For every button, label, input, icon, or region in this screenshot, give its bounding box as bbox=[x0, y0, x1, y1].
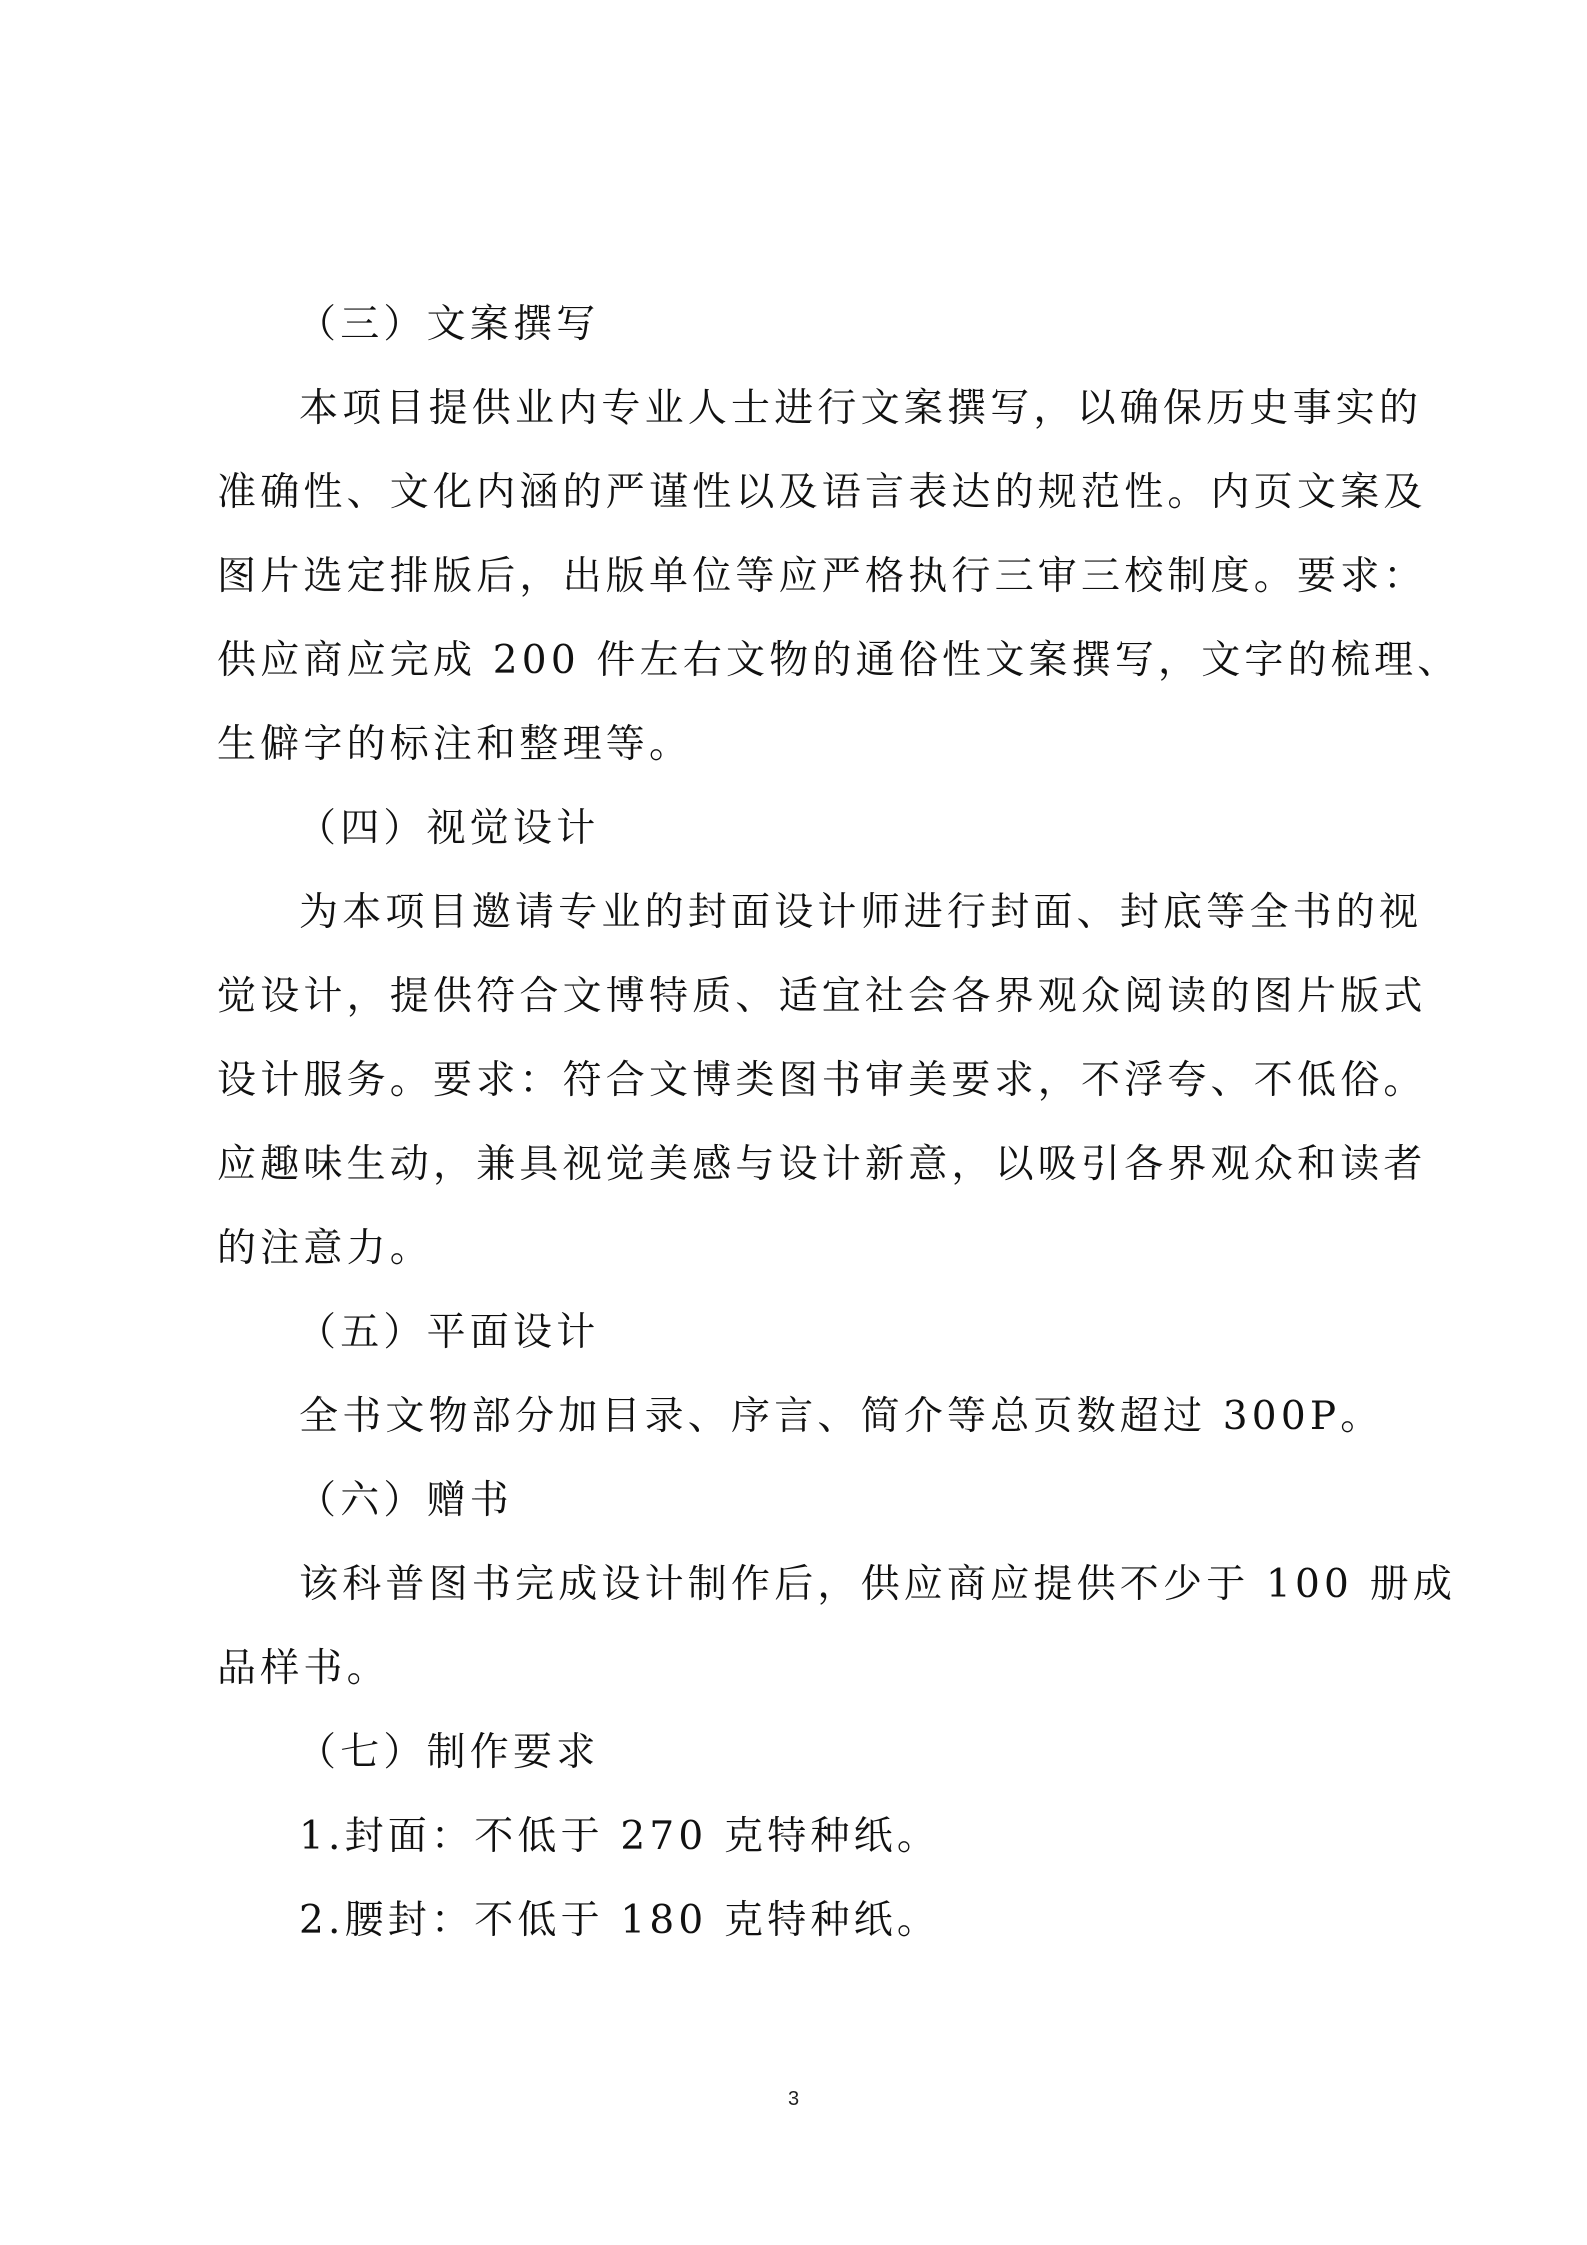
copywriting-line-2: 准确性、文化内涵的严谨性以及语言表达的规范性。内页文案及 bbox=[217, 470, 1427, 515]
visual-design-line-1: 为本项目邀请专业的封面设计师进行封面、封底等全书的视 bbox=[299, 890, 1423, 935]
gift-books-line-1: 该科普图书完成设计制作后，供应商应提供不少于 100 册成 bbox=[299, 1562, 1457, 1607]
production-requirement-cover: 1.封面：不低于 270 克特种纸。 bbox=[299, 1814, 941, 1859]
copywriting-line-3: 图片选定排版后，出版单位等应严格执行三审三校制度。要求： bbox=[217, 554, 1427, 599]
copywriting-line-4: 供应商应完成 200 件左右文物的通俗性文案撰写，文字的梳理、 bbox=[217, 638, 1461, 683]
section-heading-copywriting: （三）文案撰写 bbox=[297, 302, 600, 347]
section-heading-graphic-design: （五）平面设计 bbox=[297, 1310, 600, 1355]
production-requirement-belly-band: 2.腰封：不低于 180 克特种纸。 bbox=[299, 1898, 941, 1943]
section-heading-visual-design: （四）视觉设计 bbox=[297, 806, 600, 851]
section-heading-gift-books: （六）赠书 bbox=[297, 1478, 514, 1523]
visual-design-line-2: 觉设计，提供符合文博特质、适宜社会各界观众阅读的图片版式 bbox=[217, 974, 1427, 1019]
visual-design-line-5: 的注意力。 bbox=[217, 1226, 434, 1271]
document-body bbox=[217, 283, 1461, 1963]
copywriting-line-5: 生僻字的标注和整理等。 bbox=[217, 722, 693, 767]
visual-design-line-4: 应趣味生动，兼具视觉美感与设计新意，以吸引各界观众和读者 bbox=[217, 1142, 1427, 1187]
graphic-design-line-1: 全书文物部分加目录、序言、简介等总页数超过 300P。 bbox=[299, 1394, 1384, 1439]
page-number: 3 bbox=[787, 2088, 800, 2110]
visual-design-line-3: 设计服务。要求：符合文博类图书审美要求，不浮夸、不低俗。 bbox=[217, 1058, 1427, 1103]
copywriting-line-1: 本项目提供业内专业人士进行文案撰写，以确保历史事实的 bbox=[299, 386, 1423, 431]
section-heading-production-requirements: （七）制作要求 bbox=[297, 1730, 600, 1775]
gift-books-line-2: 品样书。 bbox=[217, 1646, 390, 1691]
